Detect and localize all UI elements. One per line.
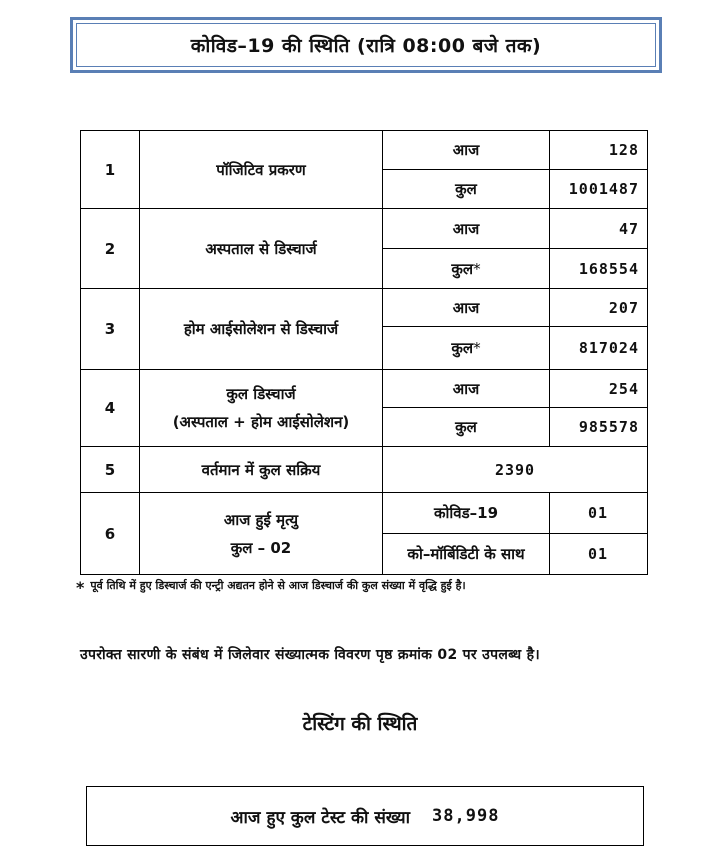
serial-number: 4 xyxy=(81,370,140,447)
row-description: वर्तमान में कुल सक्रिय xyxy=(140,447,383,493)
today-value: 207 xyxy=(550,289,648,327)
active-total-value: 2390 xyxy=(383,447,648,493)
row-description xyxy=(140,493,383,575)
test-count-value: 38,998 xyxy=(432,806,500,826)
total-value: 985578 xyxy=(550,408,648,447)
covid-death-label: कोविड–19 xyxy=(383,493,550,534)
district-note: उपरोक्त सारणी के संबंध में जिलेवार संख्यात्मक विवरण पृष्ठ क्रमांक 02 पर उपलब्ध है। xyxy=(80,647,540,663)
row-description: होम आईसोलेशन से डिस्चार्ज xyxy=(140,289,383,370)
covid-death-value: 01 xyxy=(550,493,648,534)
comorbidity-death-label: को–मॉर्बिडिटी के साथ xyxy=(383,534,550,575)
today-label: आज xyxy=(383,209,550,249)
table-row xyxy=(81,493,648,534)
total-label: कुल xyxy=(383,170,550,209)
title-box xyxy=(70,17,662,73)
description-line: आज हुई मृत्यु xyxy=(223,510,299,529)
footnote-star: * xyxy=(76,578,85,597)
serial-number: 5 xyxy=(81,447,140,493)
today-value: 128 xyxy=(550,131,648,170)
footnote-text: पूर्व तिथि में हुए डिस्चार्ज की एन्ट्री अद्यतन होने से आज डिस्चार्ज की कुल संख्या में वृद्धि हुई है। xyxy=(90,579,466,592)
today-value: 47 xyxy=(550,209,648,249)
serial-number: 3 xyxy=(81,289,140,370)
total-label: कुल* xyxy=(383,327,550,370)
description-line: कुल – 02 xyxy=(230,538,292,557)
serial-number: 1 xyxy=(81,131,140,209)
page-title: कोविड–19 की स्थिति (रात्रि 08:00 बजे तक) xyxy=(76,23,656,67)
table-row xyxy=(81,447,648,493)
table-row xyxy=(81,370,648,408)
today-label: आज xyxy=(383,131,550,170)
table-row xyxy=(81,131,648,170)
serial-number: 6 xyxy=(81,493,140,575)
total-value: 1001487 xyxy=(550,170,648,209)
row-description xyxy=(140,370,383,447)
row-description: पॉजिटिव प्रकरण xyxy=(140,131,383,209)
total-label: कुल xyxy=(383,408,550,447)
table-row xyxy=(81,209,648,249)
total-value: 168554 xyxy=(550,249,648,289)
today-label: आज xyxy=(383,289,550,327)
row-description: अस्पताल से डिस्चार्ज xyxy=(140,209,383,289)
serial-number: 2 xyxy=(81,209,140,289)
covid-status-table xyxy=(80,130,648,575)
today-label: आज xyxy=(383,370,550,408)
testing-heading: टेस्टिंग की स्थिति xyxy=(302,713,418,735)
test-count-label: आज हुए कुल टेस्ट की संख्या xyxy=(230,807,411,828)
today-value: 254 xyxy=(550,370,648,408)
total-label: कुल* xyxy=(383,249,550,289)
description-line: (अस्पताल + होम आईसोलेशन) xyxy=(172,413,350,431)
description-line: कुल डिस्चार्ज xyxy=(226,385,296,403)
table-row xyxy=(81,289,648,327)
total-value: 817024 xyxy=(550,327,648,370)
test-count-box xyxy=(86,786,644,846)
footnote xyxy=(76,578,466,597)
comorbidity-death-value: 01 xyxy=(550,534,648,575)
